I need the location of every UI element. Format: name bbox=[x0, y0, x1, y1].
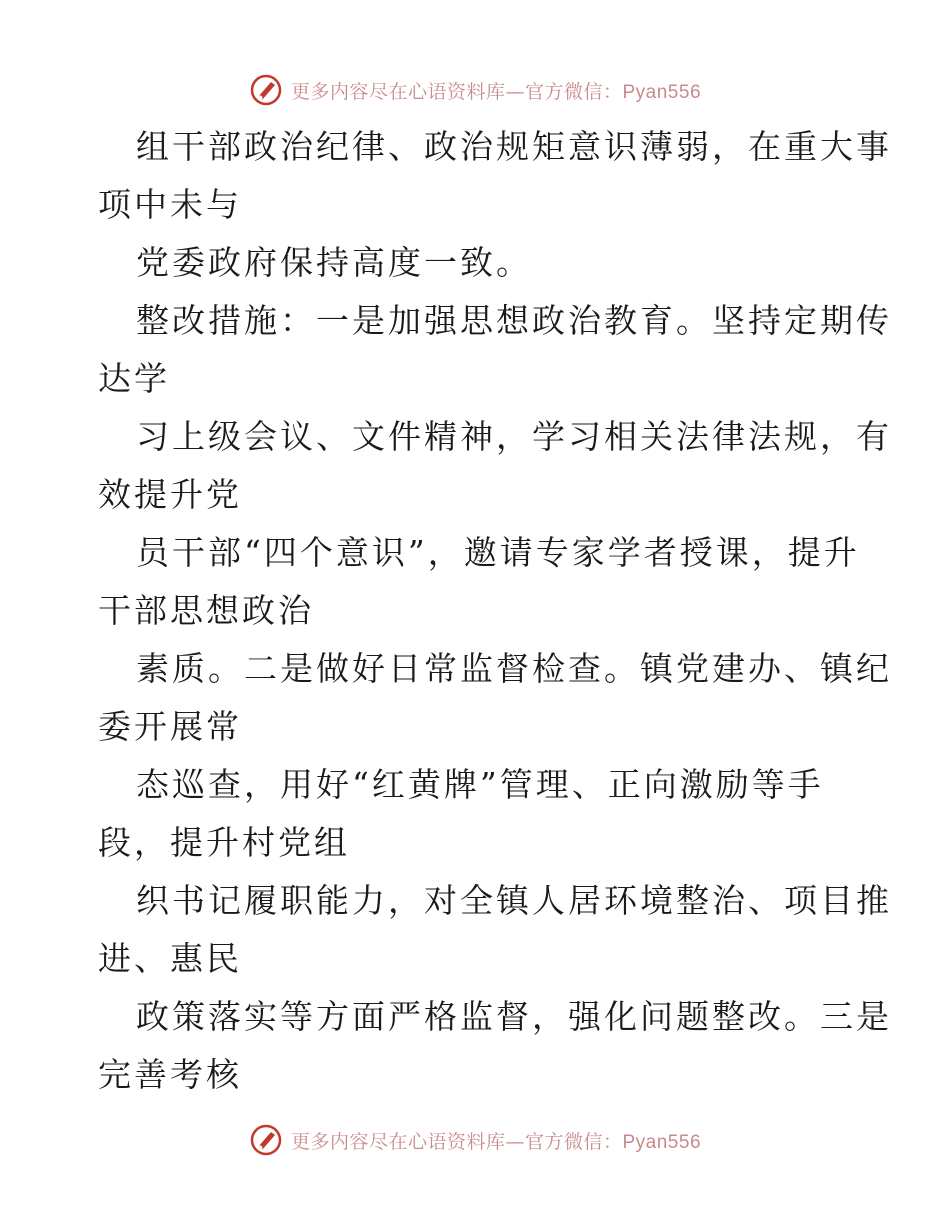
text-line: 政策落实等方面严格监督，强化问题整改。三是 bbox=[136, 997, 892, 1036]
text-line: 素质。二是做好日常监督检查。镇党建办、镇纪 bbox=[136, 649, 892, 688]
text-line: 完善考核 bbox=[98, 1055, 242, 1094]
text-line: 效提升党 bbox=[98, 475, 242, 514]
watermark-text: 更多内容尽在心语资料库—官方微信：Pyan556 bbox=[290, 80, 702, 103]
text-line: 态巡查，用好“红黄牌”管理、正向激励等手 bbox=[136, 765, 824, 804]
pen-circle-logo-icon bbox=[249, 73, 283, 107]
watermark-handle: Pyan556 bbox=[622, 1131, 702, 1153]
watermark-text: 更多内容尽在心语资料库—官方微信：Pyan556 bbox=[290, 1130, 702, 1153]
text-line: 员干部“四个意识”，邀请专家学者授课，提升 bbox=[136, 533, 860, 572]
text-line: 整改措施：一是加强思想政治教育。坚持定期传 bbox=[136, 301, 892, 340]
pen-circle-logo-icon bbox=[249, 1123, 283, 1157]
document-body bbox=[98, 118, 892, 1104]
text-line: 达学 bbox=[98, 359, 170, 398]
watermark-handle: Pyan556 bbox=[622, 81, 702, 103]
text-line: 委开展常 bbox=[98, 707, 242, 746]
text-line: 党委政府保持高度一致。 bbox=[136, 243, 532, 282]
text-line: 段，提升村党组 bbox=[98, 823, 350, 862]
text-line: 习上级会议、文件精神，学习相关法律法规，有 bbox=[136, 417, 892, 456]
text-line: 织书记履职能力，对全镇人居环境整治、项目推 bbox=[136, 881, 892, 920]
text-line: 项中未与 bbox=[98, 185, 242, 224]
header-watermark bbox=[0, 68, 950, 112]
footer-watermark bbox=[0, 1118, 950, 1162]
text-line: 组干部政治纪律、政治规矩意识薄弱，在重大事 bbox=[136, 127, 892, 166]
text-line: 干部思想政治 bbox=[98, 591, 314, 630]
text-line: 进、惠民 bbox=[98, 939, 242, 978]
